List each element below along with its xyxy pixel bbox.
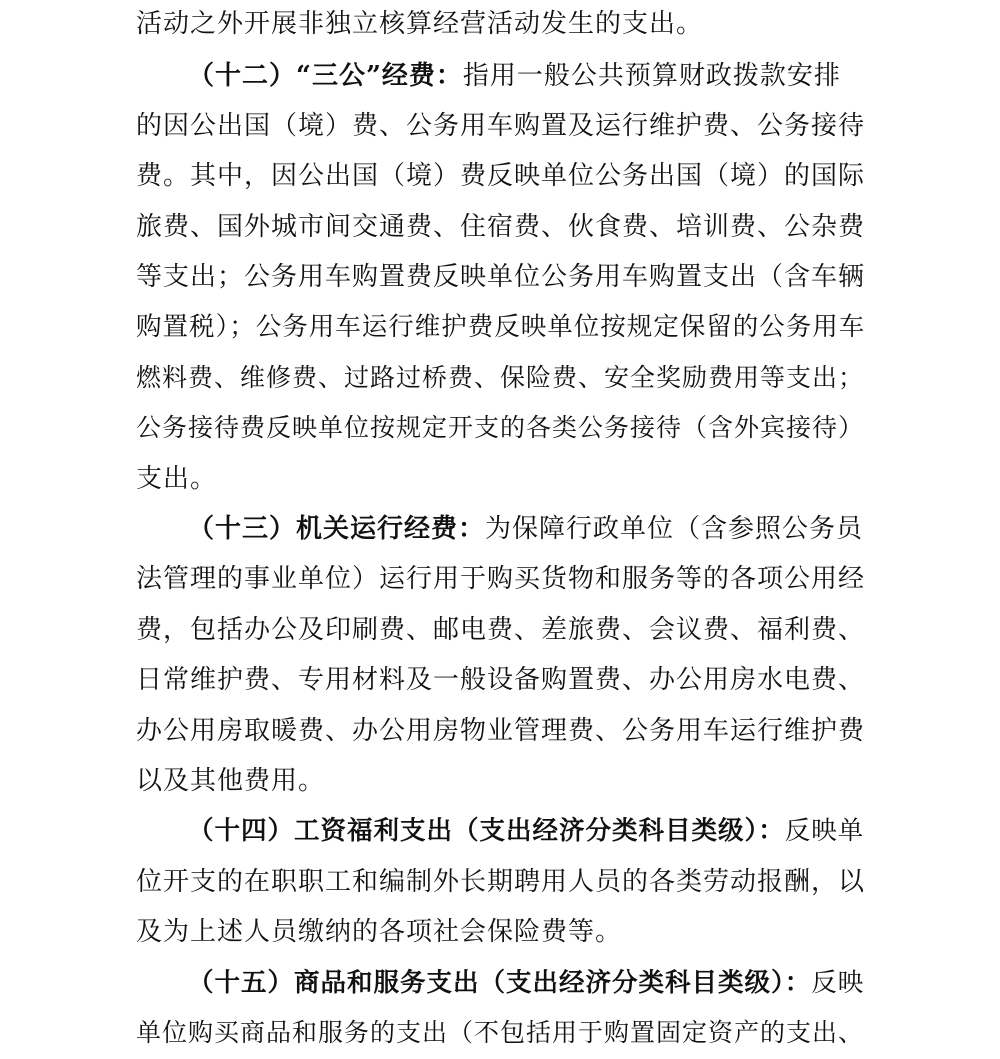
text-line — [136, 563, 865, 595]
line-text: 等支出；公务用车购置费反映单位公务用车购置支出（含车辆 — [136, 262, 866, 292]
section-13-heading: （十三）机关运行经费： — [188, 514, 486, 544]
text-line — [136, 866, 865, 898]
line-text: 日常维护费、专用材料及一般设备购置费、办公用房水电费、 — [136, 665, 866, 695]
line-text: 燃料费、维修费、过路过桥费、保险费、安全奖励费用等支出； — [136, 363, 865, 392]
section-13-heading-line — [188, 513, 863, 545]
text-line — [136, 614, 865, 646]
text-line — [136, 412, 864, 444]
section-15-heading-line — [188, 967, 864, 999]
section-12-heading: （十二）“三公”经费： — [188, 61, 463, 91]
line-text: 反映 — [811, 968, 865, 998]
text-line — [136, 8, 703, 40]
text-line — [136, 311, 865, 343]
line-text: 为保障行政单位（含参照公务员 — [485, 514, 864, 544]
line-text: 单位购买商品和服务的支出（不包括用于购置固定资产的支出、 — [136, 1018, 865, 1047]
line-text: 反映单 — [784, 816, 865, 846]
line-text: 支出。 — [136, 464, 218, 494]
text-line — [136, 261, 865, 293]
text-line — [136, 664, 865, 696]
line-text: 公务接待费反映单位按规定开支的各类公务接待（含外宾接待） — [136, 413, 865, 442]
text-line — [136, 1017, 864, 1049]
section-14-heading-line — [188, 815, 864, 847]
line-text: 法管理的事业单位）运行用于购买货物和服务等的各项公用经 — [136, 564, 866, 594]
line-text: 购置税）；公务用车运行维护费反映单位按规定保留的公务用车 — [136, 312, 866, 342]
line-text: 费，包括办公及印刷费、邮电费、差旅费、会议费、福利费、 — [136, 615, 866, 645]
line-text: 办公用房取暖费、办公用房物业管理费、公务用车运行维护费 — [136, 716, 866, 746]
line-text: 旅费、国外城市间交通费、住宿费、伙食费、培训费、公杂费 — [136, 212, 866, 242]
line-text: 及为上述人员缴纳的各项社会保险费等。 — [136, 917, 623, 947]
section-15-heading: （十五）商品和服务支出（支出经济分类科目类级）： — [188, 968, 812, 998]
text-line — [136, 160, 865, 192]
section-12-heading-line — [188, 60, 841, 92]
text-line — [136, 362, 864, 394]
line-text: 的因公出国（境）费、公务用车购置及运行维护费、公务接待 — [136, 111, 866, 141]
line-text: 指用一般公共预算财政拨款安排 — [462, 61, 841, 91]
line-text: 费。其中，因公出国（境）费反映单位公务出国（境）的国际 — [136, 161, 866, 191]
line-text: 活动之外开展非独立核算经营活动发生的支出。 — [136, 9, 704, 39]
text-line — [136, 916, 622, 948]
text-line — [136, 463, 217, 495]
line-text: 位开支的在职职工和编制外长期聘用人员的各类劳动报酬，以 — [136, 867, 866, 897]
text-line — [136, 765, 325, 797]
text-line — [136, 715, 865, 747]
section-14-heading: （十四）工资福利支出（支出经济分类科目类级）： — [188, 816, 785, 846]
line-text: 以及其他费用。 — [136, 766, 326, 796]
text-line — [136, 211, 865, 243]
text-line — [136, 110, 865, 142]
